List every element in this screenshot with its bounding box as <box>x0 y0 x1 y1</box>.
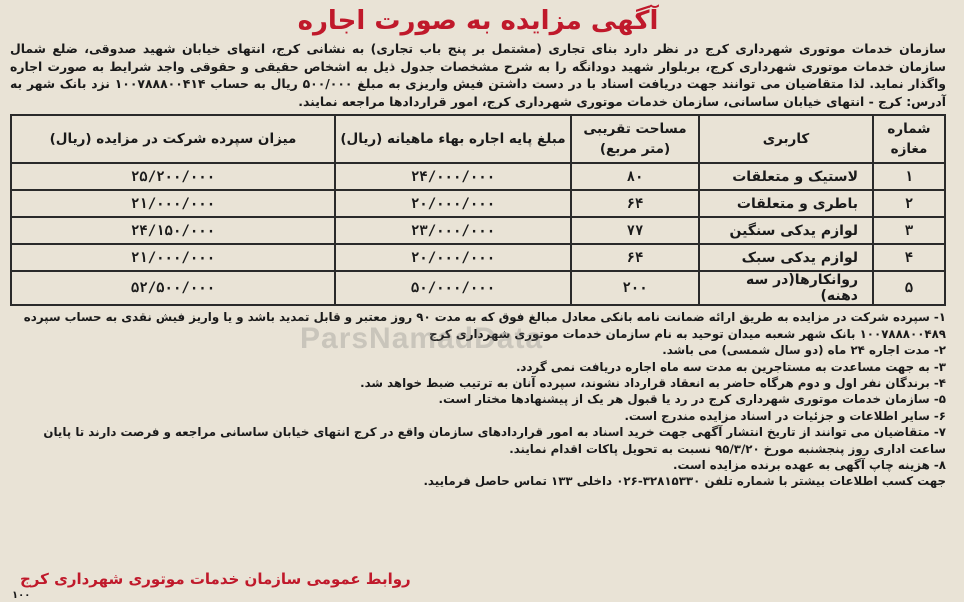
conditions-list <box>10 309 946 489</box>
cell-area: ۸۰ <box>571 163 699 190</box>
cell-shop-number: ۵ <box>873 271 945 305</box>
header-usage: کاربری <box>699 115 873 163</box>
cell-shop-number: ۲ <box>873 190 945 217</box>
cell-rent: ۵۰/۰۰۰/۰۰۰ <box>335 271 571 305</box>
cell-deposit: ۲۴/۱۵۰/۰۰۰ <box>11 217 335 244</box>
cell-area: ۲۰۰ <box>571 271 699 305</box>
shops-table <box>10 114 946 306</box>
header-area: مساحت تقریبی (متر مربع) <box>571 115 699 163</box>
condition-item: ۳- به جهت مساعدت به مستاجرین به مدت سه ماه اجاره دریافت نمی گردد. <box>515 359 946 374</box>
notice-intro: سازمان خدمات موتوری شهرداری کرج در نظر دارد بنای تجاری (مشتمل بر پنج باب تجاری) به نشانی کرج، انتهای خیابان شهید صدوقی، ضلع شمال سازمان خدمات موتوری شهرداری کرج، بربلوار شهید دودانگه را به شرح مشخصات جدول ذیل به اشخاص حقیقی و حقوقی واجد شرایط به صورت اجاره واگذار نماید. لذا متقاضیان می توانند جهت دریافت اسناد با در دست داشتن فیش واریزی به مبلغ ۵۰۰/۰۰۰ ریال به حساب ۱۰۰۷۸۸۸۰۰۴۱۴ نزد بانک شهر به آدرس: کرج - انتهای خیابان ساسانی، سازمان خدمات موتوری شهرداری کرج، امور قراردادها مراجعه نمایند. <box>10 41 946 109</box>
condition-item: ۷- متقاضیان می توانند از تاریخ انتشار آگهی جهت خرید اسناد به امور قراردادهای سازمان واقع در کرج انتهای خیابان ساسانی مراجعه و فرصت دارند تا پایان ساعت اداری روز پنجشنبه مورخ ۹۵/۳/۲۰ نسبت به تحویل پاکات اقدام نمایند. <box>43 425 946 456</box>
cell-shop-number: ۱ <box>873 163 945 190</box>
table-row <box>11 190 945 217</box>
header-deposit: میزان سپرده شرکت در مزایده (ریال) <box>11 115 335 163</box>
condition-item: ۵- سازمان خدمات موتوری شهرداری کرج در رد یا قبول هر یک از پیشنهادها مختار است. <box>438 392 946 407</box>
cell-deposit: ۲۱/۰۰۰/۰۰۰ <box>11 190 335 217</box>
cell-rent: ۲۰/۰۰۰/۰۰۰ <box>335 190 571 217</box>
contact-line: جهت کسب اطلاعات بیشتر با شماره تلفن ۳۲۸۱۵۳۳۰-۰۲۶ داخلی ۱۳۳ تماس حاصل فرمایید. <box>423 474 946 489</box>
condition-item: ۱- سپرده شرکت در مزایده به طریق ارائه ضمانت نامه بانکی معادل مبالغ فوق که به مدت ۹۰ روز معتبر و قابل تمدید باشد و یا واریز فیش نقدی به حساب سپرده ۱۰۰۷۸۸۸۰۰۴۸۹ بانک شهر شعبه میدان توحید به نام سازمان خدمات موتوری شهرداری کرج <box>23 310 946 341</box>
header-shop-number: شماره مغازه <box>873 115 945 163</box>
cell-shop-number: ۴ <box>873 244 945 271</box>
cell-usage: باطری و متعلقات <box>699 190 873 217</box>
notice-title: آگهی مزایده به صورت اجاره <box>297 6 659 36</box>
cell-usage: لاستیک و متعلقات <box>699 163 873 190</box>
table-row <box>11 244 945 271</box>
condition-item: ۴- برندگان نفر اول و دوم هرگاه حاضر به انعقاد قرارداد نشوند، سپرده آنان به ترتیب ضبط خواهد شد. <box>360 376 946 390</box>
watermark: ParsNamadData <box>300 322 544 355</box>
condition-item: ۲- مدت اجاره ۲۴ ماه (دو سال شمسی) می باشد. <box>662 343 946 358</box>
condition-item: ۶- سایر اطلاعات و جزئیات در اسناد مزایده مندرج است. <box>624 408 946 423</box>
cell-usage: لوازم یدکی سنگین <box>699 217 873 244</box>
table-row <box>11 163 945 190</box>
condition-item: ۸- هزینه چاپ آگهی به عهده برنده مزایده است. <box>673 458 946 473</box>
cell-usage: لوازم یدکی سبک <box>699 244 873 271</box>
corner-code: ۱۰۰ <box>12 590 31 601</box>
table-row <box>11 217 945 244</box>
cell-deposit: ۲۵/۲۰۰/۰۰۰ <box>11 163 335 190</box>
cell-rent: ۲۳/۰۰۰/۰۰۰ <box>335 217 571 244</box>
header-monthly-rent: مبلغ پایه اجاره بهاء ماهیانه (ریال) <box>335 115 571 163</box>
cell-area: ۶۴ <box>571 190 699 217</box>
cell-area: ۶۴ <box>571 244 699 271</box>
cell-deposit: ۵۲/۵۰۰/۰۰۰ <box>11 271 335 305</box>
cell-area: ۷۷ <box>571 217 699 244</box>
public-relations-signature: روابط عمومی سازمان خدمات موتوری شهرداری کرج <box>20 570 411 588</box>
cell-shop-number: ۳ <box>873 217 945 244</box>
cell-rent: ۲۴/۰۰۰/۰۰۰ <box>335 163 571 190</box>
cell-deposit: ۲۱/۰۰۰/۰۰۰ <box>11 244 335 271</box>
cell-rent: ۲۰/۰۰۰/۰۰۰ <box>335 244 571 271</box>
cell-usage: روانکارها(در سه دهنه) <box>699 271 873 305</box>
table-row <box>11 271 945 305</box>
table-header-row <box>11 115 945 163</box>
